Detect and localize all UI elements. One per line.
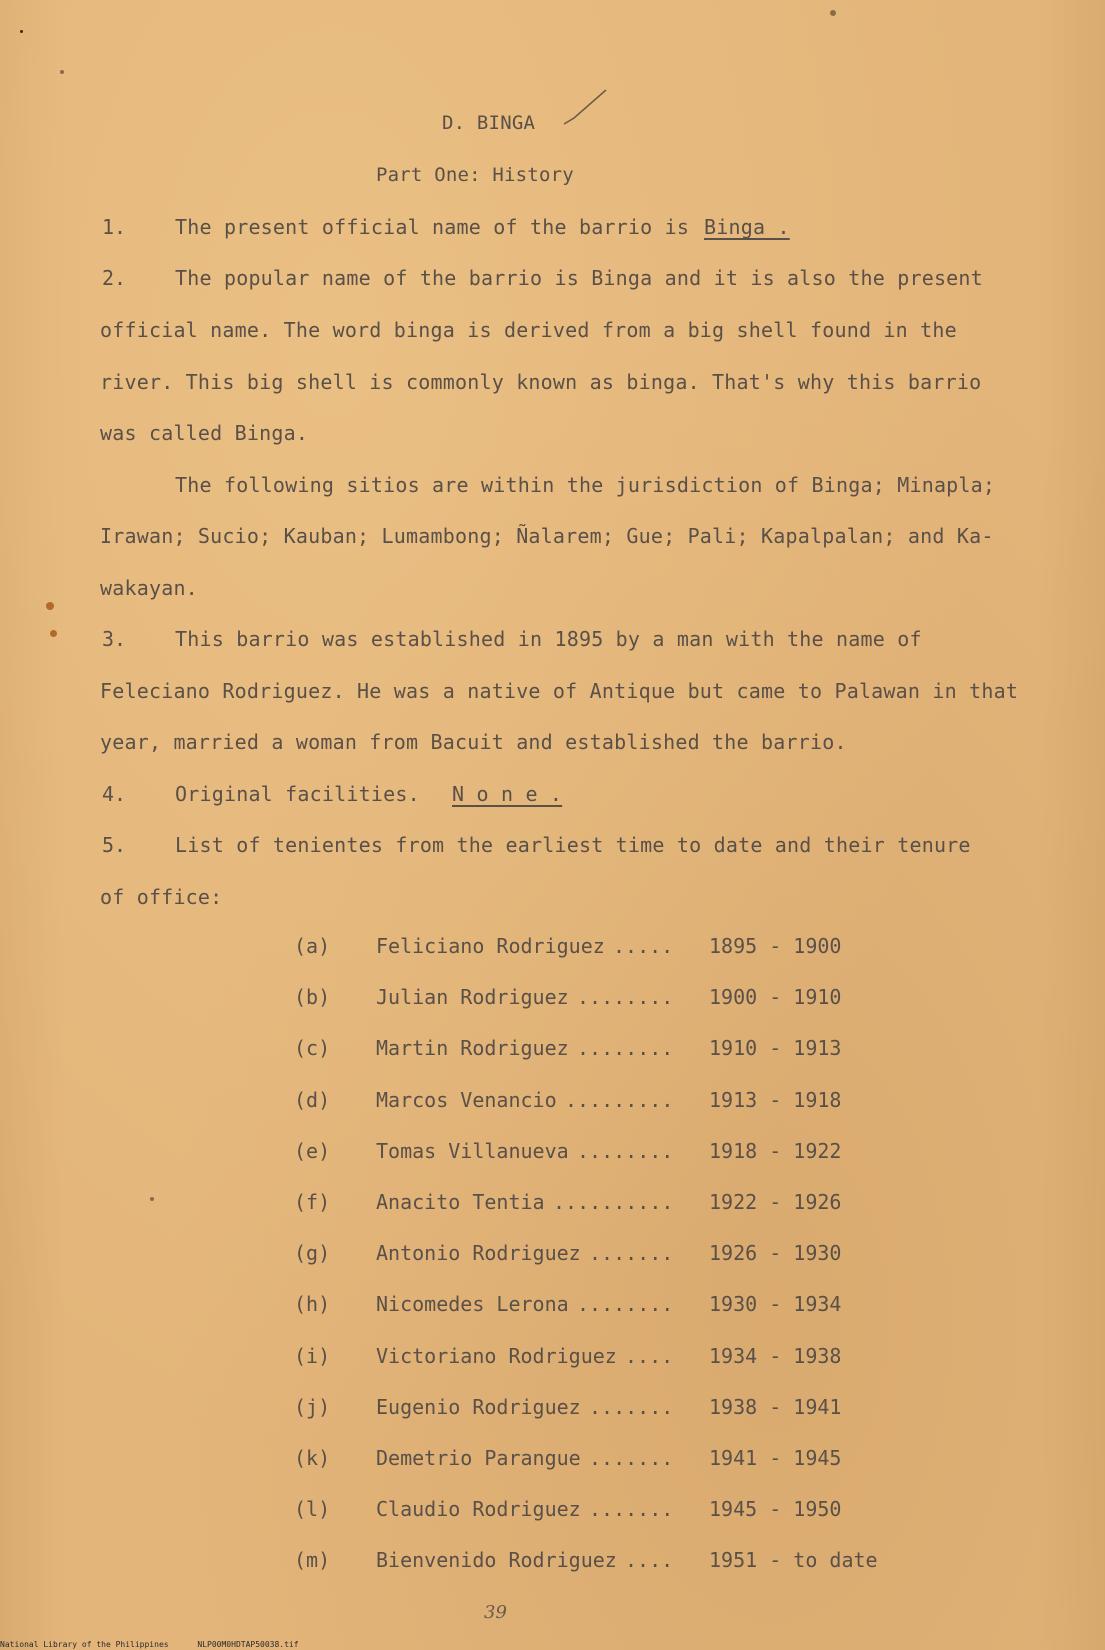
teniente-row xyxy=(294,1190,894,1216)
teniente-label: (g) xyxy=(294,1241,331,1266)
teniente-tenure: 1926 - 1930 xyxy=(709,1241,842,1266)
teniente-label: (c) xyxy=(294,1036,331,1061)
teniente-leader-dots: ........ xyxy=(577,1138,674,1163)
teniente-label: (m) xyxy=(294,1548,331,1573)
teniente-name: Tomas Villanueva xyxy=(376,1138,569,1163)
teniente-name: Antonio Rodriguez xyxy=(376,1241,581,1266)
page-number: 39 xyxy=(484,1602,507,1623)
teniente-row xyxy=(294,985,894,1011)
teniente-leader-dots: .... xyxy=(625,1343,674,1368)
teniente-name: Claudio Rodriguez xyxy=(376,1497,581,1522)
page-heading: D. BINGA xyxy=(442,112,536,134)
paper-speck xyxy=(50,630,57,637)
item3-line-1: This barrio was established in 1895 by a man with the name of xyxy=(175,627,922,651)
item3-line-3: year, married a woman from Bacuit and established the barrio. xyxy=(100,730,847,754)
teniente-label: (j) xyxy=(294,1394,331,1419)
teniente-leader-dots: ..... xyxy=(613,934,674,958)
item2-line-4: was called Binga. xyxy=(100,421,309,445)
teniente-tenure: 1945 - 1950 xyxy=(709,1497,842,1522)
item4-value: N o n e . xyxy=(452,782,563,806)
item5-number: 5. xyxy=(102,833,127,857)
paper-speck xyxy=(20,30,23,33)
teniente-label: (h) xyxy=(294,1292,331,1317)
teniente-tenure: 1918 - 1922 xyxy=(709,1138,842,1163)
teniente-label: (b) xyxy=(294,985,331,1010)
teniente-row xyxy=(294,1446,894,1472)
item2-number: 2. xyxy=(102,266,127,290)
item5-line-2: of office: xyxy=(100,885,223,909)
scan-footer xyxy=(0,1640,323,1649)
item4-text: Original facilities. xyxy=(175,782,420,806)
teniente-tenure: 1913 - 1918 xyxy=(709,1087,842,1112)
teniente-tenure: 1951 - to date xyxy=(709,1548,878,1573)
teniente-leader-dots: .......... xyxy=(553,1190,674,1214)
teniente-leader-dots: ........ xyxy=(577,1292,674,1317)
footer-file: NLP00M0HDTAP50038.tif xyxy=(197,1640,299,1649)
item1-value: Binga . xyxy=(704,215,790,239)
teniente-row xyxy=(294,934,894,960)
teniente-tenure: 1934 - 1938 xyxy=(709,1343,842,1368)
teniente-leader-dots: .... xyxy=(625,1548,674,1573)
footer-library: National Library of the Philippines xyxy=(0,1640,169,1649)
teniente-tenure: 1941 - 1945 xyxy=(709,1446,842,1470)
sitios-line-1: The following sitios are within the jurisdiction of Binga; Minapla; xyxy=(175,473,996,497)
paper-speck xyxy=(46,602,54,610)
teniente-name: Julian Rodriguez xyxy=(376,985,569,1010)
teniente-label: (l) xyxy=(294,1497,331,1522)
teniente-name: Eugenio Rodriguez xyxy=(376,1394,581,1419)
item1-number: 1. xyxy=(102,215,127,239)
teniente-tenure: 1922 - 1926 xyxy=(709,1190,842,1214)
teniente-name: Marcos Venancio xyxy=(376,1087,557,1112)
item3-line-2: Feleciano Rodriguez. He was a native of Antique but came to Palawan in that xyxy=(100,679,1019,703)
teniente-name: Victoriano Rodriguez xyxy=(376,1343,617,1368)
item2-line-1: The popular name of the barrio is Binga and it is also the present xyxy=(175,266,983,290)
paper-speck xyxy=(830,10,836,16)
teniente-leader-dots: ......... xyxy=(565,1087,674,1112)
paper-speck xyxy=(150,1197,154,1201)
teniente-row xyxy=(294,1036,894,1062)
teniente-leader-dots: ....... xyxy=(589,1497,674,1522)
teniente-label: (a) xyxy=(294,934,331,958)
teniente-label: (d) xyxy=(294,1087,331,1112)
teniente-tenure: 1910 - 1913 xyxy=(709,1036,842,1061)
teniente-tenure: 1895 - 1900 xyxy=(709,934,842,958)
teniente-name: Martin Rodriguez xyxy=(376,1036,569,1061)
item3-number: 3. xyxy=(102,627,127,651)
item2-line-2: official name. The word binga is derived from a big shell found in the xyxy=(100,318,957,342)
teniente-leader-dots: ....... xyxy=(589,1446,674,1470)
teniente-label: (i) xyxy=(294,1343,331,1368)
item5-line-1: List of tenientes from the earliest time to date and their tenure xyxy=(175,833,971,857)
teniente-row xyxy=(294,1241,894,1267)
sitios-line-2: Irawan; Sucio; Kauban; Lumambong; Ñalarem; Gue; Pali; Kapalpalan; and Ka- xyxy=(100,524,994,548)
teniente-name: Anacito Tentia xyxy=(376,1190,545,1214)
teniente-label: (e) xyxy=(294,1138,331,1163)
teniente-tenure: 1930 - 1934 xyxy=(709,1292,842,1317)
teniente-leader-dots: ........ xyxy=(577,1036,674,1061)
teniente-row xyxy=(294,1497,894,1523)
section-heading: Part One: History xyxy=(376,164,574,186)
teniente-row xyxy=(294,1344,894,1370)
check-mark xyxy=(560,86,610,130)
teniente-leader-dots: ....... xyxy=(589,1394,674,1419)
teniente-label: (f) xyxy=(294,1190,331,1214)
teniente-name: Bienvenido Rodriguez xyxy=(376,1548,617,1573)
teniente-tenure: 1900 - 1910 xyxy=(709,985,842,1010)
teniente-leader-dots: ........ xyxy=(577,985,674,1010)
teniente-row xyxy=(294,1292,894,1318)
teniente-row xyxy=(294,1088,894,1114)
teniente-row xyxy=(294,1139,894,1165)
item4-number: 4. xyxy=(102,782,127,806)
item1-text: The present official name of the barrio is xyxy=(175,215,690,239)
teniente-name: Demetrio Parangue xyxy=(376,1446,581,1470)
paper-speck xyxy=(60,70,64,74)
teniente-name: Nicomedes Lerona xyxy=(376,1292,569,1317)
teniente-name: Feliciano Rodriguez xyxy=(376,934,605,958)
teniente-tenure: 1938 - 1941 xyxy=(709,1394,842,1419)
teniente-label: (k) xyxy=(294,1446,331,1470)
teniente-row xyxy=(294,1395,894,1421)
sitios-line-3: wakayan. xyxy=(100,576,198,600)
teniente-leader-dots: ....... xyxy=(589,1241,674,1266)
teniente-row xyxy=(294,1548,894,1574)
item2-line-3: river. This big shell is commonly known as binga. That's why this barrio xyxy=(100,370,982,394)
